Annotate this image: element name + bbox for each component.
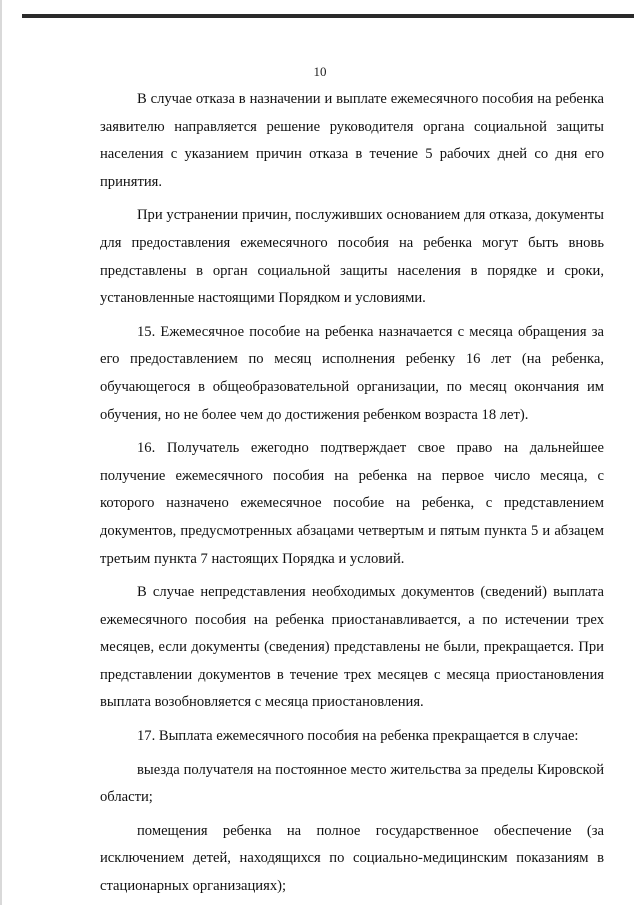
page-number: 10 xyxy=(313,64,327,79)
document-body xyxy=(100,86,604,901)
scan-border-left xyxy=(0,0,2,905)
paragraph-refusal-notice: В случае отказа в назначении и выплате ежемесячного пособия на ребенка заявителю направляется решение руководителя органа социальной защиты населения с указанием причин отказа в течение 5 рабочих дней со дня его принятия. xyxy=(100,91,604,190)
paragraph-state-care: помещения ребенка на полное государственное обеспечение (за исключением детей, находящихся по социально-медицинским показаниям в стационарных организациях); xyxy=(100,822,604,895)
paragraph-item-16: 16. Получатель ежегодно подтверждает свое право на дальнейшее получение ежемесячного пособия на ребенка на первое число месяца, с которого назначено ежемесячное пособие на ребенка, с представлением документов, предусмотренных абзацами четвертым и пятым пункта 5 и абзацем третьим пункта 7 настоящих Порядка и условий. xyxy=(100,440,604,567)
paragraph-item-15: 15. Ежемесячное пособие на ребенка назначается с месяца обращения за его предоставлением по месяц исполнения ребенку 16 лет (на ребенка, обучающегося в общеобразовательной организации, по месяц окончания им обучения, но не более чем до достижения ребенком возраста 18 лет). xyxy=(100,323,604,423)
paragraph-resubmission: При устранении причин, послуживших основанием для отказа, документы для предоставления ежемесячного пособия на ребенка могут быть вновь представлены в орган социальной защиты населения в порядке и сроки, установленные настоящими Порядком и условиями. xyxy=(100,207,604,307)
paragraph-suspension: В случае непредставления необходимых документов (сведений) выплата ежемесячного пособия на ребенка приостанавливается, а по истечении трех месяцев, если документы (сведения) представлены не были, прекращается. При представлении документов в течение трех месяцев с месяца приостановления выплата возобновляется с месяца приостановления. xyxy=(100,584,604,711)
scan-border-top xyxy=(22,14,634,18)
paragraph-relocation: выезда получателя на постоянное место жительства за пределы Кировской области; xyxy=(100,761,604,806)
paragraph-item-17: 17. Выплата ежемесячного пособия на ребенка прекращается в случае: xyxy=(137,728,579,745)
